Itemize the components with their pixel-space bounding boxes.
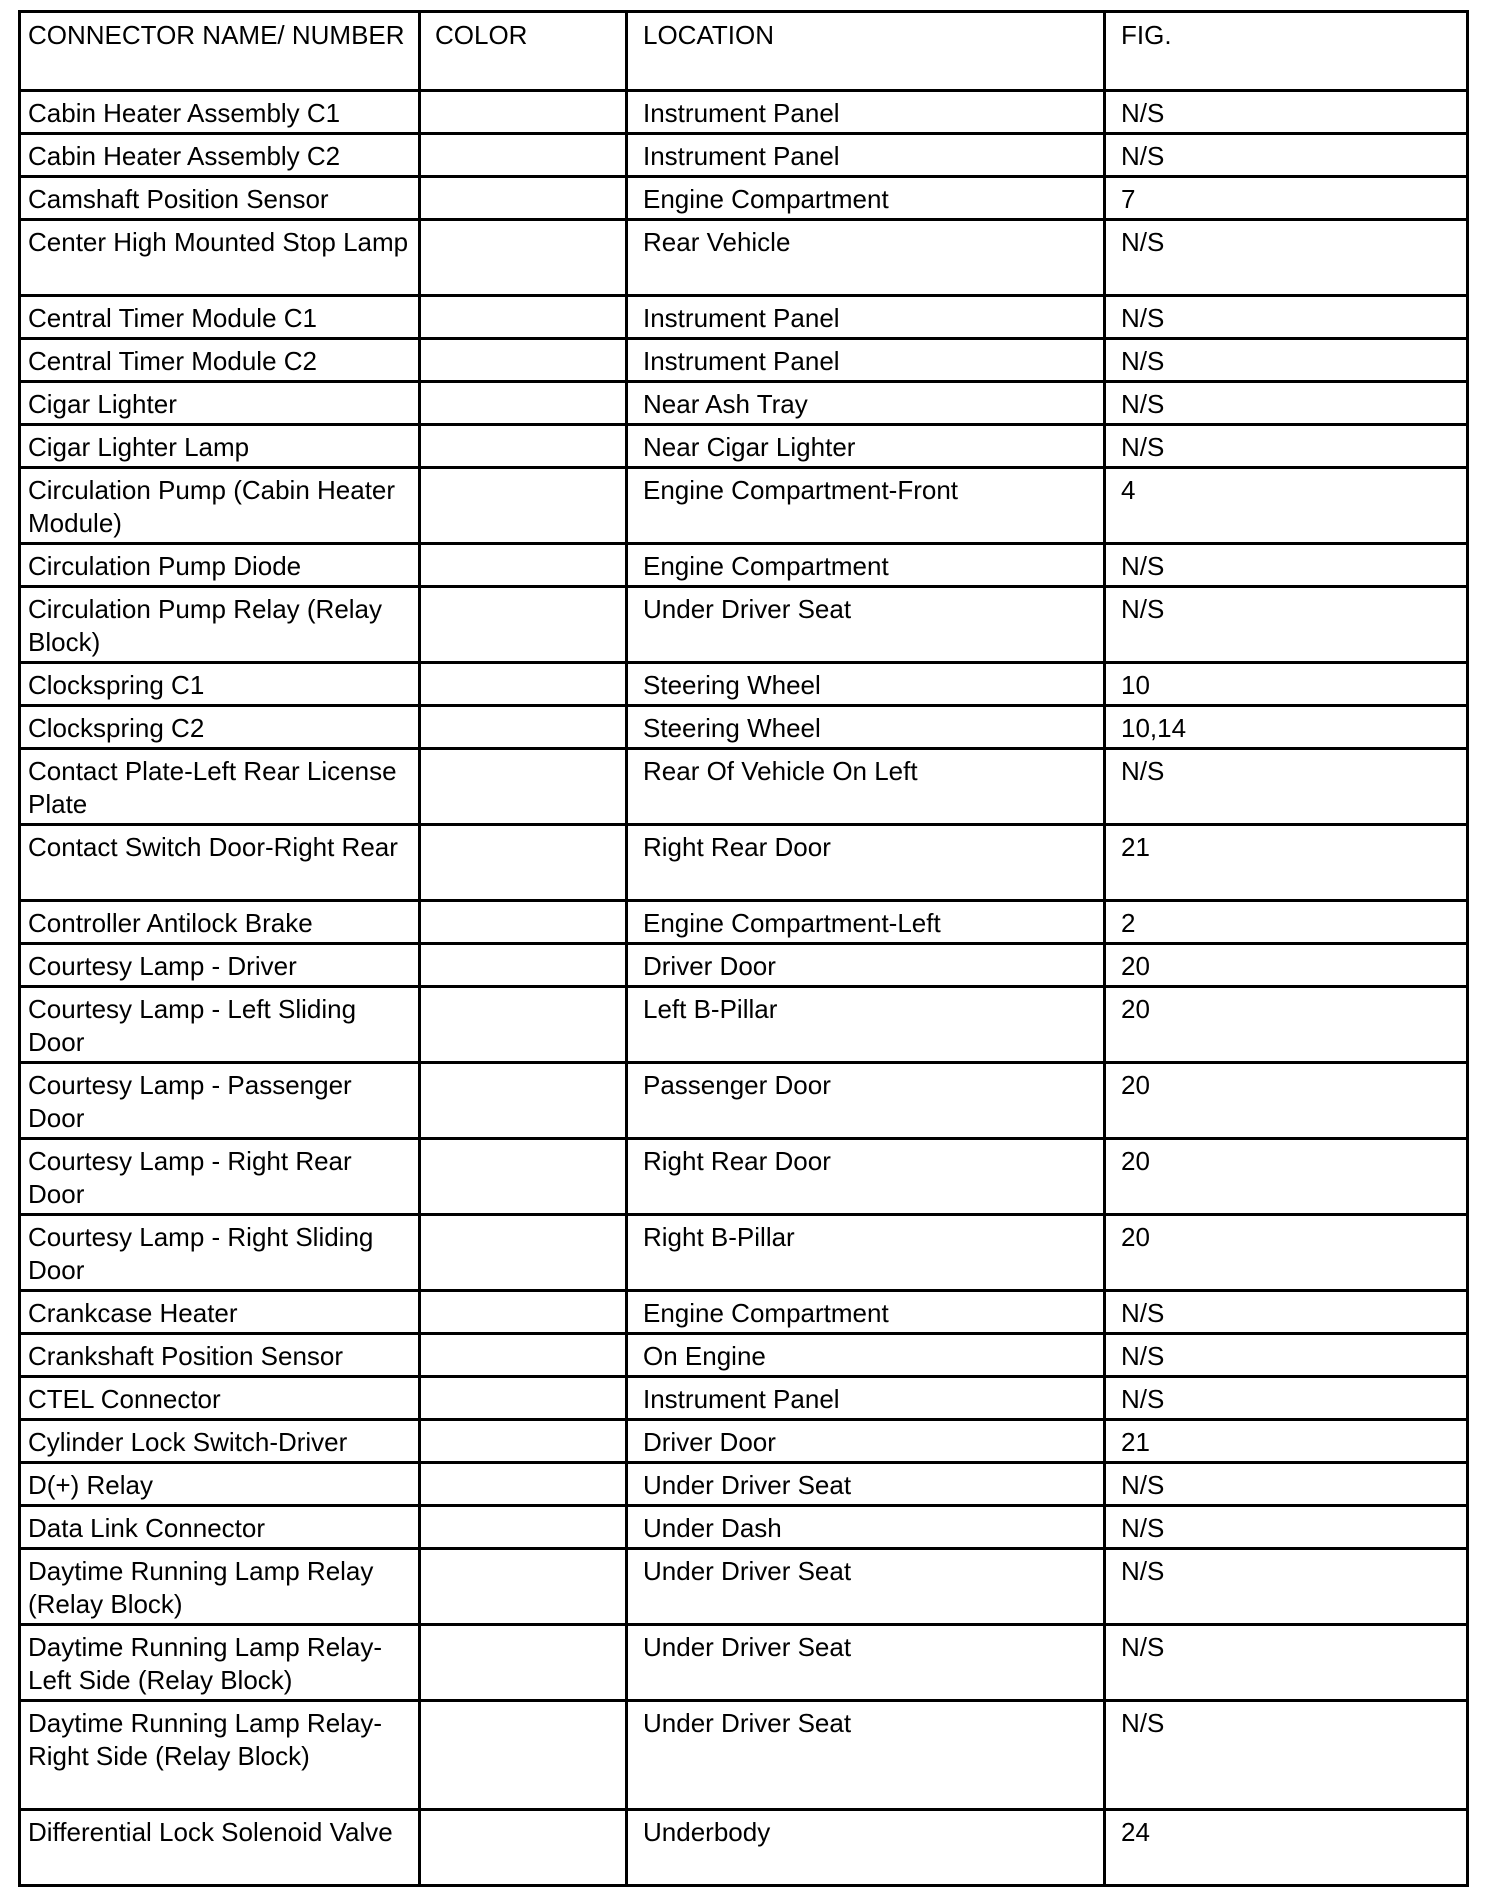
header-color: COLOR [420,12,627,91]
table-header-row [20,12,1468,91]
table-row [20,1701,1468,1810]
cell-fig: 2 [1105,901,1468,944]
table-row [20,91,1468,134]
cell-fig: N/S [1105,587,1468,663]
cell-color [420,296,627,339]
cell-location: Under Driver Seat [627,1549,1105,1625]
cell-color [420,468,627,544]
table-row [20,1215,1468,1291]
cell-connector-name: Controller Antilock Brake [20,901,420,944]
cell-fig: 7 [1105,177,1468,220]
cell-color [420,663,627,706]
cell-location: Steering Wheel [627,663,1105,706]
cell-connector-name: Cigar Lighter Lamp [20,425,420,468]
cell-fig: N/S [1105,220,1468,296]
cell-fig: 10,14 [1105,706,1468,749]
cell-fig: N/S [1105,1291,1468,1334]
cell-location: Instrument Panel [627,296,1105,339]
cell-connector-name: D(+) Relay [20,1463,420,1506]
cell-color [420,749,627,825]
cell-fig: 24 [1105,1810,1468,1886]
cell-location: Instrument Panel [627,91,1105,134]
cell-fig: 4 [1105,468,1468,544]
cell-connector-name: Daytime Running Lamp Relay-Right Side (Relay Block) [20,1701,420,1810]
cell-location: On Engine [627,1334,1105,1377]
table-row [20,1291,1468,1334]
cell-connector-name: Courtesy Lamp - Driver [20,944,420,987]
cell-fig: N/S [1105,134,1468,177]
table-row [20,1810,1468,1886]
cell-location: Under Driver Seat [627,1701,1105,1810]
cell-connector-name: Circulation Pump Diode [20,544,420,587]
cell-location: Left B-Pillar [627,987,1105,1063]
cell-color [420,987,627,1063]
table-row [20,749,1468,825]
cell-color [420,220,627,296]
cell-location: Instrument Panel [627,339,1105,382]
cell-connector-name: Circulation Pump (Cabin Heater Module) [20,468,420,544]
cell-connector-name: Cabin Heater Assembly C1 [20,91,420,134]
cell-location: Right Rear Door [627,1139,1105,1215]
cell-fig: 21 [1105,1420,1468,1463]
table-row [20,425,1468,468]
connector-table [18,10,1469,1887]
table-row [20,1549,1468,1625]
cell-location: Engine Compartment [627,544,1105,587]
table-row [20,663,1468,706]
cell-connector-name: Courtesy Lamp - Right Sliding Door [20,1215,420,1291]
table-row [20,468,1468,544]
cell-fig: 21 [1105,825,1468,901]
cell-color [420,1549,627,1625]
cell-color [420,1625,627,1701]
cell-fig: N/S [1105,1549,1468,1625]
cell-fig: 20 [1105,1139,1468,1215]
table-row [20,901,1468,944]
cell-connector-name: Courtesy Lamp - Passenger Door [20,1063,420,1139]
cell-location: Right Rear Door [627,825,1105,901]
table-row [20,1139,1468,1215]
cell-location: Driver Door [627,1420,1105,1463]
cell-connector-name: Central Timer Module C2 [20,339,420,382]
cell-color [420,425,627,468]
table-row [20,339,1468,382]
cell-location: Driver Door [627,944,1105,987]
header-fig: FIG. [1105,12,1468,91]
table-row [20,1063,1468,1139]
table-row [20,1463,1468,1506]
cell-fig: 20 [1105,987,1468,1063]
header-connector-name: CONNECTOR NAME/ NUMBER [20,12,420,91]
cell-color [420,1810,627,1886]
cell-location: Instrument Panel [627,1377,1105,1420]
cell-color [420,1063,627,1139]
table-row [20,382,1468,425]
table-row [20,1506,1468,1549]
table-row [20,1625,1468,1701]
cell-color [420,1506,627,1549]
cell-color [420,944,627,987]
cell-location: Under Dash [627,1506,1105,1549]
cell-color [420,1420,627,1463]
cell-connector-name: Center High Mounted Stop Lamp [20,220,420,296]
table-row [20,134,1468,177]
table-row [20,706,1468,749]
cell-color [420,1291,627,1334]
cell-fig: N/S [1105,339,1468,382]
cell-color [420,134,627,177]
cell-color [420,339,627,382]
cell-location: Near Cigar Lighter [627,425,1105,468]
cell-fig: N/S [1105,425,1468,468]
cell-connector-name: Crankcase Heater [20,1291,420,1334]
cell-location: Engine Compartment [627,1291,1105,1334]
cell-connector-name: Differential Lock Solenoid Valve [20,1810,420,1886]
cell-location: Underbody [627,1810,1105,1886]
cell-fig: N/S [1105,1377,1468,1420]
table-row [20,1377,1468,1420]
cell-color [420,825,627,901]
cell-connector-name: Clockspring C1 [20,663,420,706]
cell-fig: N/S [1105,1625,1468,1701]
cell-connector-name: Camshaft Position Sensor [20,177,420,220]
table-body [20,91,1468,1886]
table-row [20,177,1468,220]
cell-connector-name: Crankshaft Position Sensor [20,1334,420,1377]
cell-fig: 20 [1105,1215,1468,1291]
cell-location: Under Driver Seat [627,1463,1105,1506]
table-row [20,987,1468,1063]
cell-location: Engine Compartment-Left [627,901,1105,944]
header-location: LOCATION [627,12,1105,91]
cell-location: Steering Wheel [627,706,1105,749]
cell-color [420,544,627,587]
cell-location: Engine Compartment [627,177,1105,220]
cell-fig: N/S [1105,296,1468,339]
table-row [20,825,1468,901]
cell-color [420,587,627,663]
cell-fig: N/S [1105,91,1468,134]
cell-location: Near Ash Tray [627,382,1105,425]
cell-connector-name: Data Link Connector [20,1506,420,1549]
cell-color [420,1463,627,1506]
cell-connector-name: Courtesy Lamp - Left Sliding Door [20,987,420,1063]
cell-connector-name: Contact Plate-Left Rear License Plate [20,749,420,825]
table-row [20,587,1468,663]
cell-location: Rear Of Vehicle On Left [627,749,1105,825]
cell-connector-name: Clockspring C2 [20,706,420,749]
table-row [20,1334,1468,1377]
cell-color [420,1215,627,1291]
table-row [20,944,1468,987]
cell-connector-name: Circulation Pump Relay (Relay Block) [20,587,420,663]
cell-connector-name: Contact Switch Door-Right Rear [20,825,420,901]
cell-fig: N/S [1105,1463,1468,1506]
cell-color [420,177,627,220]
cell-connector-name: Central Timer Module C1 [20,296,420,339]
cell-connector-name: Cylinder Lock Switch-Driver [20,1420,420,1463]
cell-fig: N/S [1105,1506,1468,1549]
cell-connector-name: CTEL Connector [20,1377,420,1420]
cell-location: Under Driver Seat [627,587,1105,663]
cell-fig: 10 [1105,663,1468,706]
cell-fig: N/S [1105,749,1468,825]
table-row [20,544,1468,587]
cell-fig: 20 [1105,944,1468,987]
cell-connector-name: Cigar Lighter [20,382,420,425]
cell-color [420,382,627,425]
cell-color [420,1139,627,1215]
table-row [20,220,1468,296]
cell-location: Right B-Pillar [627,1215,1105,1291]
cell-fig: N/S [1105,1701,1468,1810]
cell-color [420,1701,627,1810]
cell-fig: N/S [1105,544,1468,587]
cell-location: Rear Vehicle [627,220,1105,296]
cell-color [420,1377,627,1420]
cell-location: Engine Compartment-Front [627,468,1105,544]
cell-color [420,91,627,134]
cell-connector-name: Courtesy Lamp - Right Rear Door [20,1139,420,1215]
cell-location: Under Driver Seat [627,1625,1105,1701]
table-row [20,296,1468,339]
cell-fig: N/S [1105,1334,1468,1377]
cell-location: Passenger Door [627,1063,1105,1139]
cell-connector-name: Daytime Running Lamp Relay (Relay Block) [20,1549,420,1625]
cell-fig: 20 [1105,1063,1468,1139]
cell-color [420,706,627,749]
cell-location: Instrument Panel [627,134,1105,177]
cell-color [420,1334,627,1377]
cell-fig: N/S [1105,382,1468,425]
cell-color [420,901,627,944]
cell-connector-name: Cabin Heater Assembly C2 [20,134,420,177]
cell-connector-name: Daytime Running Lamp Relay-Left Side (Relay Block) [20,1625,420,1701]
table-row [20,1420,1468,1463]
